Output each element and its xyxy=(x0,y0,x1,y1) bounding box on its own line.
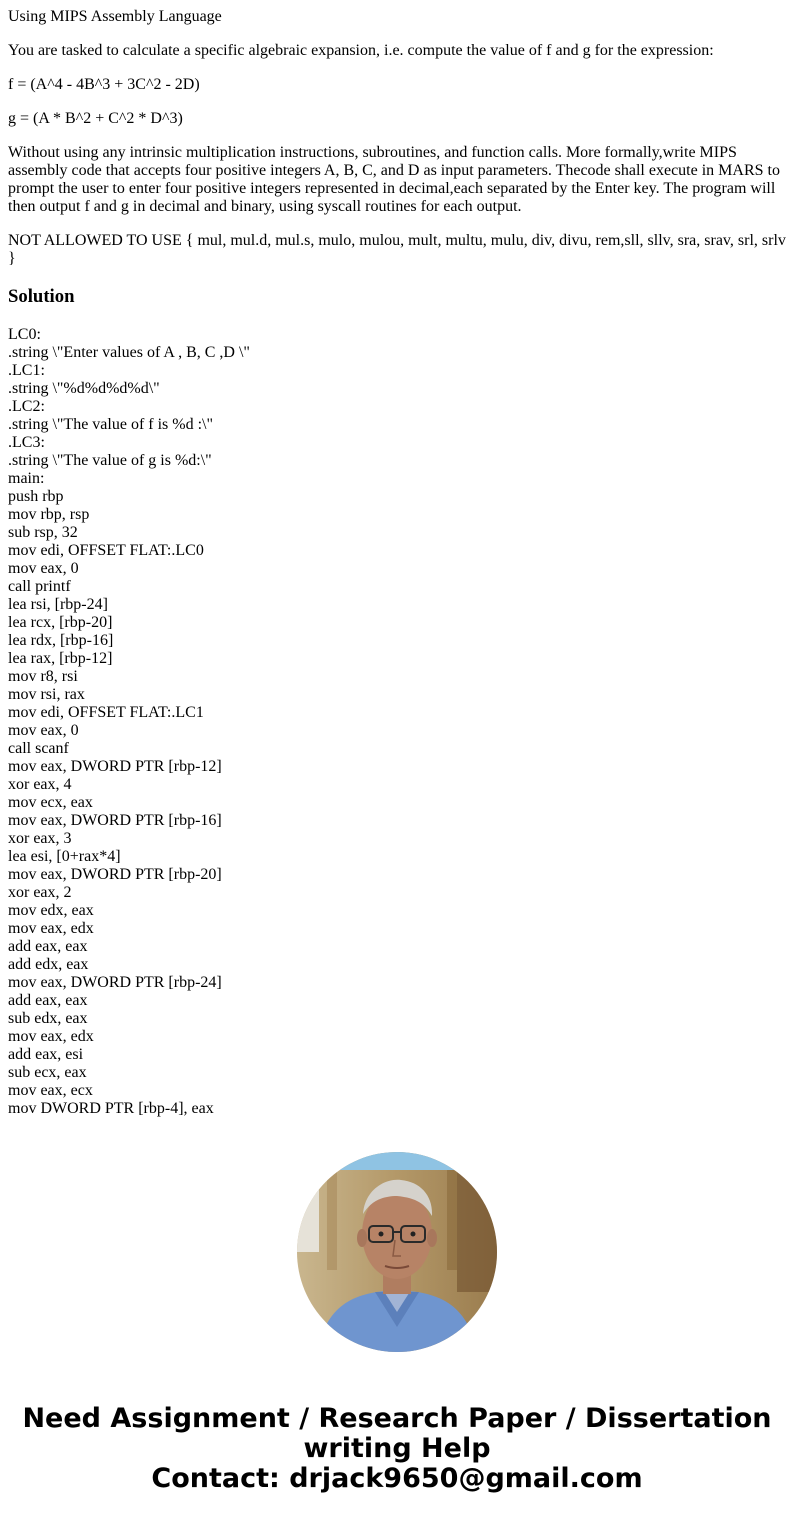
code-line: call printf xyxy=(8,578,71,595)
code-line: mov edx, eax xyxy=(8,902,94,919)
code-line: xor eax, 4 xyxy=(8,776,72,793)
formula-f: f = (A^4 - 4B^3 + 3C^2 - 2D) xyxy=(8,76,200,93)
code-line: lea rdx, [rbp-16] xyxy=(8,632,114,649)
promo-line-2: writing Help xyxy=(303,1433,491,1464)
code-line: .string \"The value of f is %d :\" xyxy=(8,416,214,433)
question-intro: You are tasked to calculate a specific algebraic expansion, i.e. compute the value of f and g for the expression: xyxy=(8,42,714,59)
avatar xyxy=(297,1152,497,1352)
code-line: .string \"Enter values of A , B, C ,D \" xyxy=(8,344,250,361)
code-line: call scanf xyxy=(8,740,69,757)
promo-line-1: Need Assignment / Research Paper / Dissertation xyxy=(22,1403,772,1434)
code-line: mov eax, DWORD PTR [rbp-24] xyxy=(8,974,222,991)
question-title: Using MIPS Assembly Language xyxy=(8,8,222,25)
restriction-text: NOT ALLOWED TO USE { mul, mul.d, mul.s, mulo, mulou, mult, multu, mulu, div, divu, rem,sll, sllv, sra, srav, srl, srlv } xyxy=(8,232,786,267)
code-line: .LC1: xyxy=(8,362,45,379)
code-line: mov eax, 0 xyxy=(8,560,79,577)
solution-code xyxy=(8,326,786,1118)
code-line: mov rbp, rsp xyxy=(8,506,90,523)
code-line: mov r8, rsi xyxy=(8,668,78,685)
code-line: add eax, esi xyxy=(8,1046,84,1063)
code-line: .string \"The value of g is %d:\" xyxy=(8,452,212,469)
code-line: .LC3: xyxy=(8,434,45,451)
code-line: .LC2: xyxy=(8,398,45,415)
code-line: lea rsi, [rbp-24] xyxy=(8,596,108,613)
code-line: mov eax, edx xyxy=(8,920,94,937)
code-line: push rbp xyxy=(8,488,64,505)
code-line: mov eax, DWORD PTR [rbp-16] xyxy=(8,812,222,829)
portrait-image xyxy=(297,1152,497,1352)
code-line: mov edi, OFFSET FLAT:.LC1 xyxy=(8,704,204,721)
code-line: lea esi, [0+rax*4] xyxy=(8,848,121,865)
code-line: mov edi, OFFSET FLAT:.LC0 xyxy=(8,542,204,559)
code-line: mov ecx, eax xyxy=(8,794,93,811)
code-line: mov DWORD PTR [rbp-4], eax xyxy=(8,1100,214,1117)
code-line: mov eax, DWORD PTR [rbp-12] xyxy=(8,758,222,775)
code-line: add edx, eax xyxy=(8,956,89,973)
question-body: Without using any intrinsic multiplication instructions, subroutines, and function calls. More formally,write MIPS assembly code that accepts four positive integers A, B, C, and D as input parameters. Thecode shall execute in MARS to prompt the user to enter four positive integers represented in decimal,each separated by the Enter key. The program will then output f and g in decimal and binary, using syscall routines for each output. xyxy=(8,144,780,215)
code-line: xor eax, 2 xyxy=(8,884,72,901)
code-line: main: xyxy=(8,470,45,487)
promo-contact: Contact: drjack9650@gmail.com xyxy=(151,1463,643,1494)
code-line: mov eax, ecx xyxy=(8,1082,93,1099)
promo-banner xyxy=(0,1404,794,1494)
code-line: lea rcx, [rbp-20] xyxy=(8,614,113,631)
code-line: sub rsp, 32 xyxy=(8,524,78,541)
code-line: sub ecx, eax xyxy=(8,1064,87,1081)
code-line: mov eax, edx xyxy=(8,1028,94,1045)
code-line: .string \"%d%d%d%d\" xyxy=(8,380,160,397)
code-line: mov rsi, rax xyxy=(8,686,85,703)
code-line: add eax, eax xyxy=(8,938,88,955)
code-line: LC0: xyxy=(8,326,41,343)
solution-heading: Solution xyxy=(8,286,75,307)
code-line: xor eax, 3 xyxy=(8,830,72,847)
formula-g: g = (A * B^2 + C^2 * D^3) xyxy=(8,110,183,127)
code-line: lea rax, [rbp-12] xyxy=(8,650,113,667)
code-line: mov eax, 0 xyxy=(8,722,79,739)
question-content xyxy=(8,8,786,1118)
code-line: add eax, eax xyxy=(8,992,88,1009)
code-line: sub edx, eax xyxy=(8,1010,88,1027)
code-line: mov eax, DWORD PTR [rbp-20] xyxy=(8,866,222,883)
